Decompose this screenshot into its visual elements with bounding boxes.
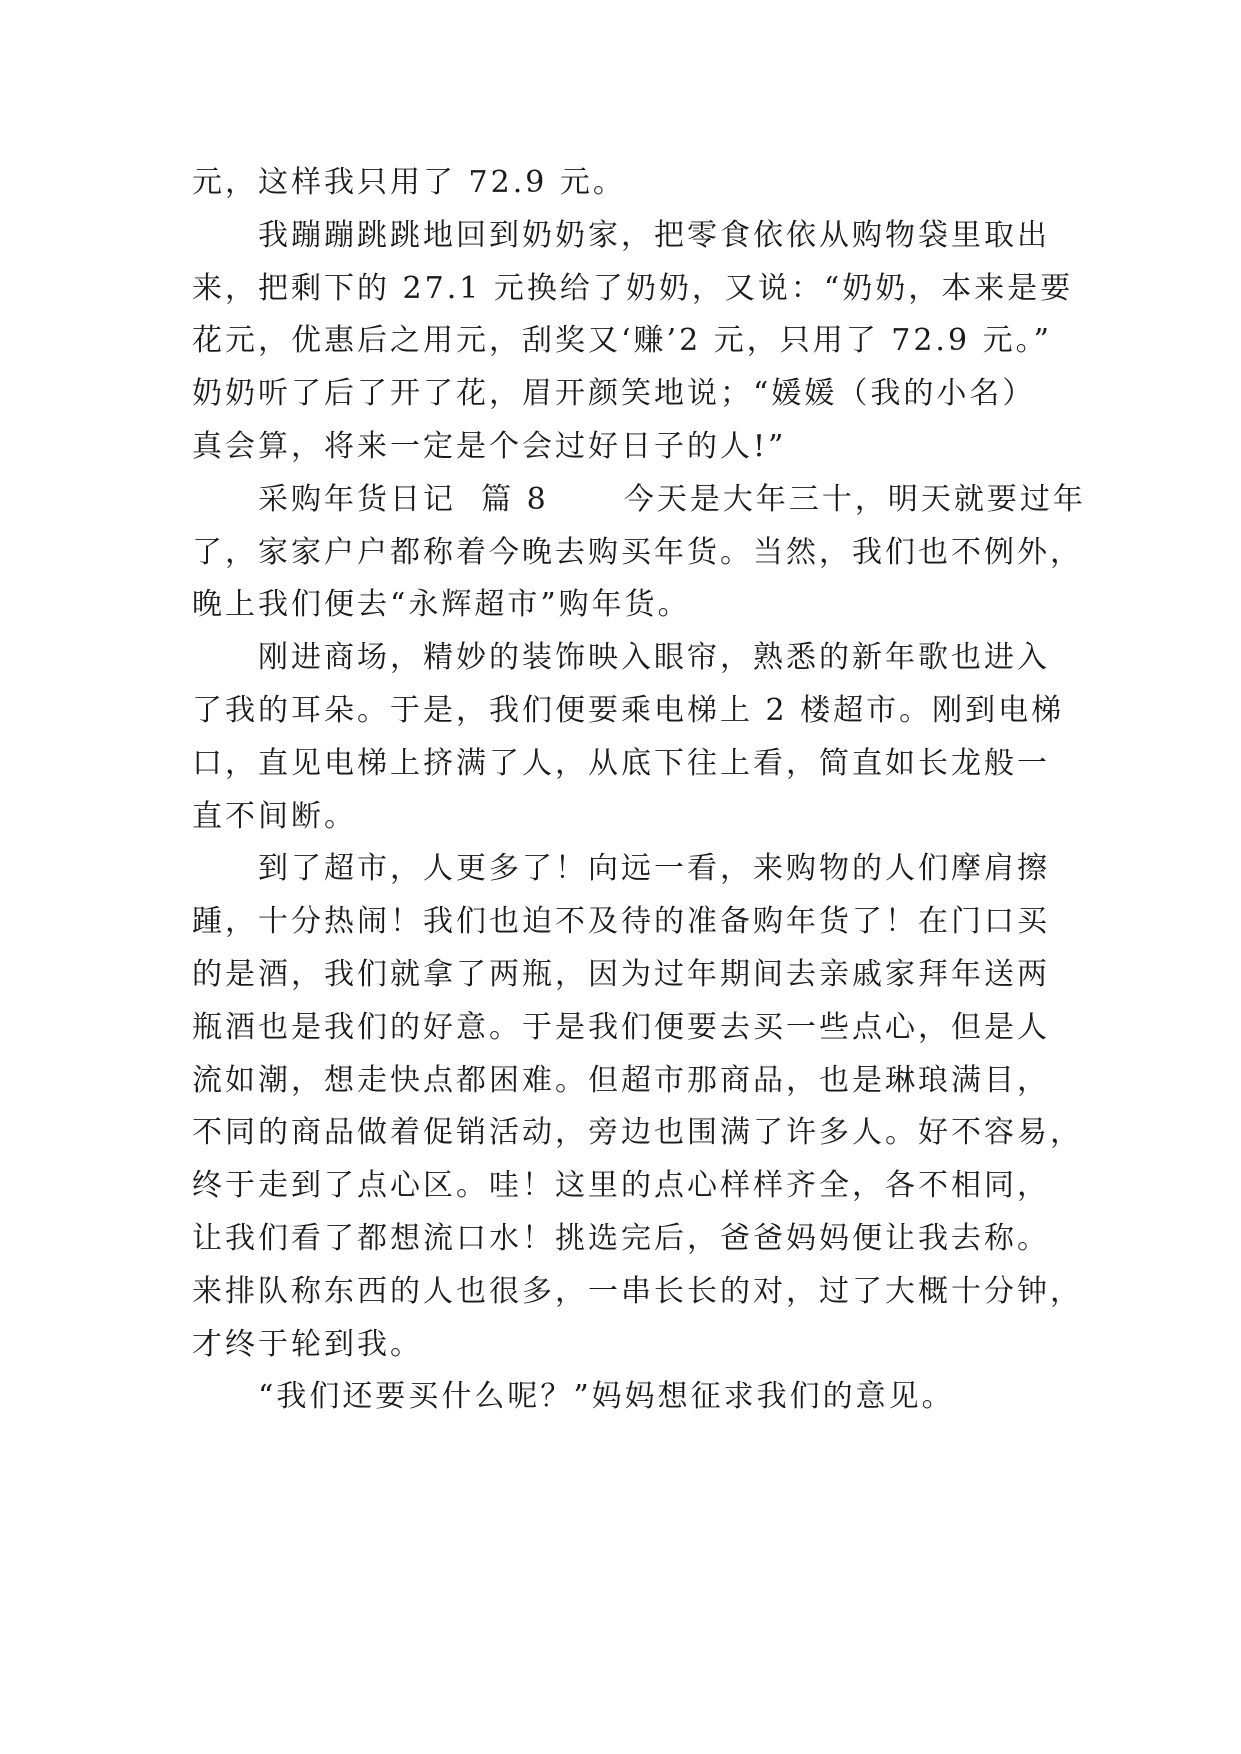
section-heading-line: 采购年货日记 篇 8 今天是大年三十，明天就要过年 bbox=[258, 481, 1086, 517]
text-line: 踵，十分热闹！我们也迫不及待的准备购年货了！在门口买 bbox=[192, 904, 1050, 940]
text-line: 来排队称东西的人也很多，一串长长的对，过了大概十分钟， bbox=[192, 1273, 1083, 1309]
text-line: 到了超市，人更多了！向远一看，来购物的人们摩肩擦 bbox=[258, 851, 1050, 887]
text-line: 的是酒，我们就拿了两瓶，因为过年期间去亲戚家拜年送两 bbox=[192, 956, 1050, 992]
text-line: 花元，优惠后之用元，刮奖又‘赚’2 元，只用了 72.9 元。” bbox=[192, 323, 1052, 359]
text-line: 瓶酒也是我们的好意。于是我们便要去买一些点心，但是人 bbox=[192, 1009, 1050, 1045]
text-line: “我们还要买什么呢？”妈妈想征求我们的意见。 bbox=[258, 1379, 955, 1415]
text-line: 口，直见电梯上挤满了人，从底下往上看，简直如长龙般一 bbox=[192, 745, 1050, 781]
text-line: 真会算，将来一定是个会过好日子的人!” bbox=[192, 428, 787, 464]
text-line: 刚进商场，精妙的装饰映入眼帘，熟悉的新年歌也进入 bbox=[258, 640, 1050, 676]
text-line: 我蹦蹦跳跳地回到奶奶家，把零食依依从购物袋里取出 bbox=[258, 217, 1050, 253]
text-line: 让我们看了都想流口水！挑选完后，爸爸妈妈便让我去称。 bbox=[192, 1220, 1050, 1256]
text-line: 元，这样我只用了 72.9 元。 bbox=[192, 165, 626, 200]
text-line: 终于走到了点心区。哇！这里的点心样样齐全，各不相同， bbox=[192, 1168, 1050, 1204]
text-line: 了我的耳朵。于是，我们便要乘电梯上 2 楼超市。刚到电梯 bbox=[192, 692, 1065, 728]
text-line: 奶奶听了后了开了花，眉开颜笑地说；“媛媛（我的小名） bbox=[192, 376, 1036, 412]
text-line: 了，家家户户都称着今晚去购买年货。当然，我们也不例外， bbox=[192, 534, 1083, 570]
text-line: 不同的商品做着促销活动，旁边也围满了许多人。好不容易， bbox=[192, 1115, 1083, 1151]
text-line: 流如潮，想走快点都困难。但超市那商品，也是琳琅满目， bbox=[192, 1062, 1050, 1098]
text-line: 晚上我们便去“永辉超市”购年货。 bbox=[192, 587, 691, 623]
text-line: 来，把剩下的 27.1 元换给了奶奶，又说：“奶奶，本来是要 bbox=[192, 270, 1074, 306]
text-line: 直不间断。 bbox=[192, 798, 357, 834]
text-line: 才终于轮到我。 bbox=[192, 1326, 423, 1362]
body-text bbox=[192, 157, 1086, 1424]
